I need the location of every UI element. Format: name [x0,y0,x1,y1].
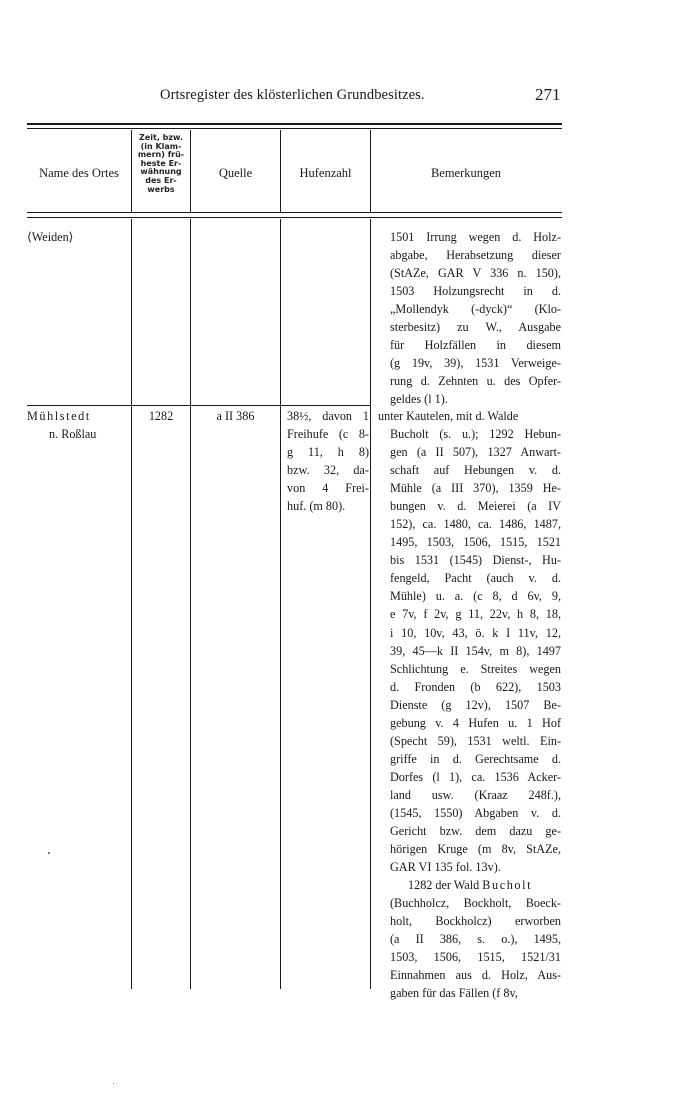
header-bottom-rule-1 [27,212,562,213]
row-weiden-remarks: 1501 Irrung wegen d. Holz- abgabe, Herabsetzung dieser (StAZe, GAR V 336 n. 150), 1503 Holzungsrecht in d. „Mollendyk (-dyck)“ (Klo- sterbesitz) zu W., Ausgabe für Holzfällen in diesem (g 19v, 39), 1531 Verweige- rung d. Zehnten u. des Opfer- geldes (l 1). [390,230,561,407]
row-muehlstedt-remarks: Bucholt (s. u.); 1292 Hebun- gen (a II 507), 1327 Anwart- schaft auf Hebungen v. d. Mühle (a III 370), 1359 He- bungen v. d. Meierei (a IV 152), ca. 1480, ca. 1486, 1487, 1495, 1503, 1506, 1515, 1521 bis 1531 (1545) Dienst-, Hu- fengeld, Pacht (auch v. d. Mühle) u. a. (c 8, d 6v, 9, e 7v, f 2v, g 11, 22v, h 8, 18, i 10, 10v, 43, ö. k I 11v, 12, 39, 45—k II 154v, m 8), 1497 Schlichtung e. Streites wegen d. Fronden (b 622), 1503 Dienste (g 12v), 1507 Be- gebung v. 4 Hufen u. 1 Hof (Specht 59), 1531 weltl. Ein- griffe in d. Gerechtsame d. Dorfes (l 1), ca. 1536 Acker- land usw. (Kraaz 248f.), (1545, 1550) Abgaben v. d. Gericht bzw. dem dazu ge- hörigen Kruge (m 8v, StAZe, GAR VI 135 fol. 13v). 1282 der Wald Bucholt (Buchholcz, Bockholt, Boeck- holt, Bockholcz) erworben (a II 386, s. o.), 1495, 1503, 1506, 1515, 1521/31 Einnahmen aus d. Holz, Aus- gaben für das Fällen (f 8v, [390,427,561,1001]
row-separator [27,405,371,406]
running-title: Ortsregister des klösterlichen Grundbesitzes. [160,87,425,103]
header-bottom-rule-2 [27,217,562,218]
wood-paragraph-start: 1282 der Wald Bucholt [408,878,533,893]
column-divider-4-body [370,219,371,989]
column-header-remarks: Bemerkungen [430,166,502,180]
row-muehlstedt-source: a II 386 [216,409,255,423]
scan-speck [48,852,50,854]
scan-speck [113,1083,114,1084]
table-top-rule-thin [27,128,562,129]
column-header-hides: Hufenzahl [299,166,352,180]
row-muehlstedt-time: 1282 [148,409,174,423]
column-header-source: Quelle [218,166,253,180]
page-number: 271 [535,85,561,104]
row-muehlstedt-name: Mühlstedt n. Roßlau [27,409,97,442]
running-header [0,87,700,107]
row-weiden-name: ⟨Weiden⟩ [27,230,74,244]
row-muehlstedt-hides: 38½, davon 1 Freihufe (c 8- g 11, h 8) bzw. 32, da- von 4 Frei- huf. (m 80). [287,409,369,514]
column-divider-1-body [131,219,132,989]
table-top-rule-thick [27,123,562,125]
column-divider-3-body [280,219,281,989]
row-muehlstedt-remarks-first: unter Kautelen, mit d. Walde [378,409,519,423]
column-header-time: Zeit, bzw. (in Klam- mern) frü- heste Er- wähnung des Er- werbs [137,133,185,194]
column-header-name: Name des Ortes [39,166,119,180]
column-divider-2-body [190,219,191,989]
